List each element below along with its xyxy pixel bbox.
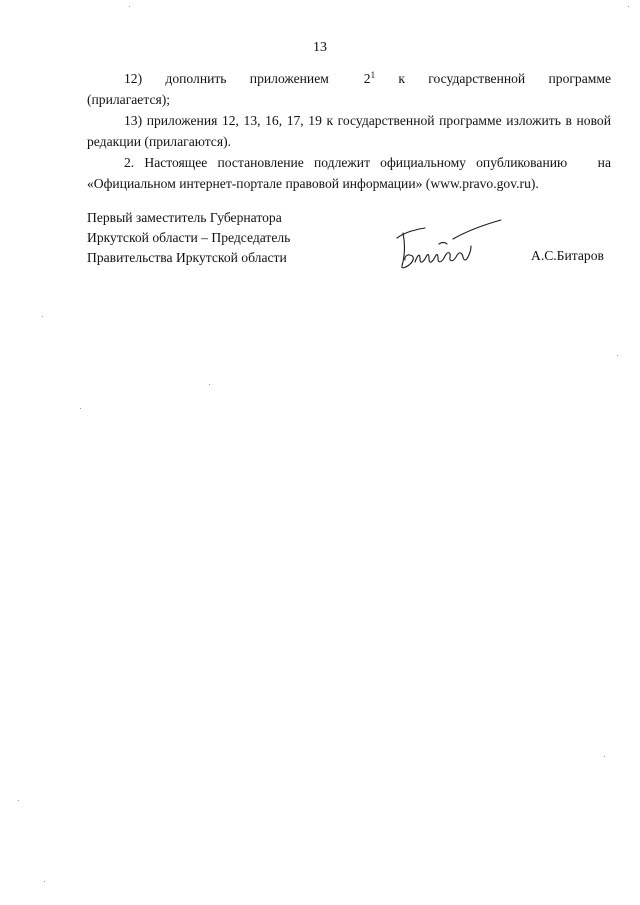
scan-speck	[129, 6, 130, 7]
item-12-text: 12) дополнить приложением 2	[124, 71, 371, 86]
handwritten-signature	[393, 213, 505, 275]
scan-speck	[42, 316, 43, 317]
item-2: 2. Настоящее постановление подлежит официальному опубликованию на «Официальном интернет-портале правовой информации» (www.pravo.gov.ru).	[87, 155, 611, 191]
signer-name: А.С.Битаров	[531, 248, 604, 263]
item-12-continuation: (прилагается);	[87, 92, 171, 107]
scan-speck	[209, 384, 210, 385]
signatory-title-line1: Первый заместитель Губернатора	[87, 210, 282, 225]
scan-speck	[617, 355, 618, 356]
scan-speck	[18, 800, 19, 801]
signatory-title-line3: Правительства Иркутской области	[87, 250, 287, 265]
scan-speck	[604, 756, 605, 757]
item-12-text-after: к государственной программе	[375, 71, 612, 86]
item-13: 13) приложения 12, 13, 16, 17, 19 к государственной программе изложить в новой редакции (прилагаются).	[87, 113, 611, 149]
scan-speck	[80, 408, 81, 409]
signatory-title	[87, 208, 290, 268]
document-body	[87, 68, 611, 194]
item-12-line1	[87, 68, 611, 89]
signatory-title-line2: Иркутской области – Председатель	[87, 230, 291, 245]
scan-speck	[628, 6, 629, 7]
scan-speck	[44, 881, 45, 882]
item-12-superscript: 1	[370, 70, 376, 80]
page-number: 13	[313, 40, 327, 55]
